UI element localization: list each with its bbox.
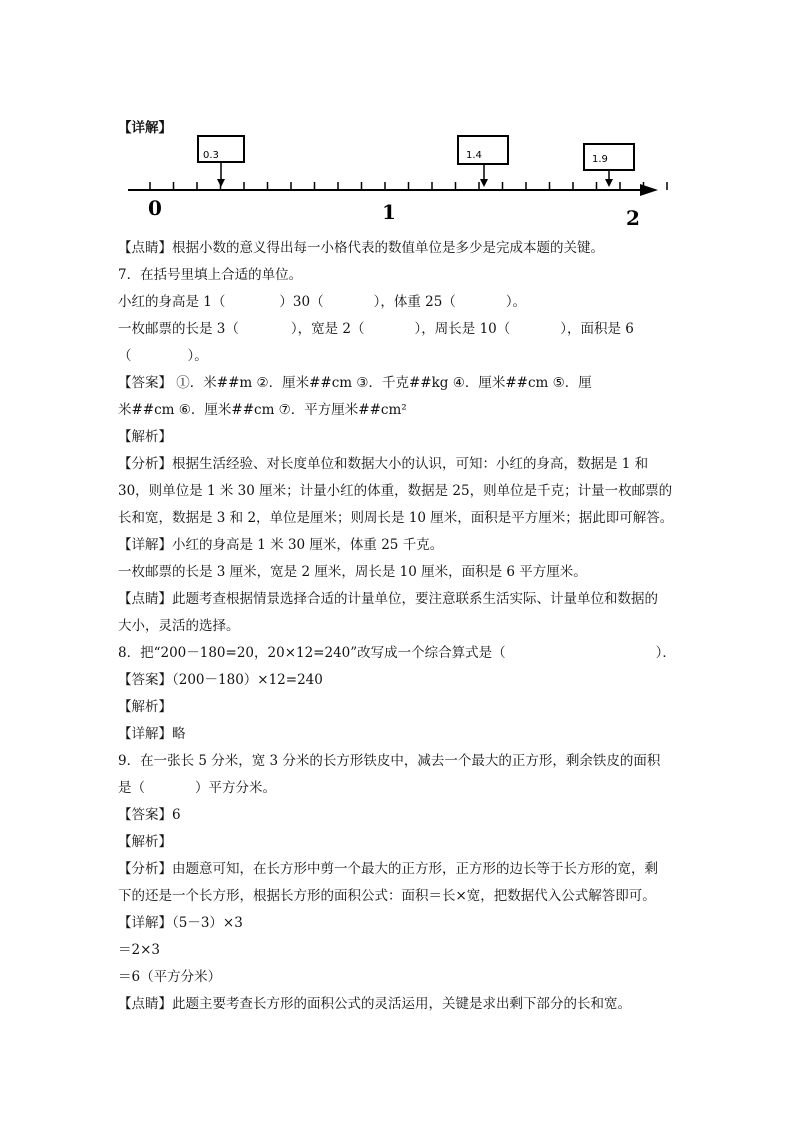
value-box-label: 1.9 bbox=[592, 154, 608, 165]
analysis-9-line-2: 下的还是一个长方形，根据长方形的面积公式：面积＝长×宽，把数据代入公式解答即可。 bbox=[118, 888, 656, 904]
analysis-heading-8: 【解析】 bbox=[118, 699, 172, 715]
point-7-line-2: 大小，灵活的选择。 bbox=[118, 618, 240, 634]
question-7-title: 7．在括号里填上合适的单位。 bbox=[118, 267, 303, 283]
analysis-heading-9: 【解析】 bbox=[118, 834, 172, 850]
detail-9-line-3: ＝6（平方分米） bbox=[118, 969, 222, 985]
answer-8: 【答案】（200－180）×12=240 bbox=[118, 672, 323, 688]
analysis-7-line-2: 30，则单位是 1 米 30 厘米；计量小红的体重，数据是 25，则单位是千克；计量一枚邮票的 bbox=[118, 483, 673, 499]
point-7-line-1: 【点睛】此题考查根据情景选择合适的计量单位，要注意联系生活实际、计量单位和数据的 bbox=[118, 591, 658, 607]
detail-7-line-2: 一枚邮票的长是 3 厘米，宽是 2 厘米，周长是 10 厘米，面积是 6 平方厘米。 bbox=[118, 564, 587, 580]
axis-label-0: 0 bbox=[148, 196, 162, 220]
number-line-ticks bbox=[150, 182, 667, 190]
question-7-line-2: 一枚邮票的长是 3（ ），宽是 2（ ），周长是 10（ ），面积是 6 bbox=[118, 321, 634, 337]
value-box-label: 1.4 bbox=[466, 150, 482, 161]
number-line-arrowhead bbox=[640, 184, 658, 196]
answer-9: 【答案】6 bbox=[118, 807, 181, 823]
question-9-line-2: 是（ ）平方分米。 bbox=[118, 780, 276, 796]
analysis-9-line-1: 【分析】由题意可知，在长方形中剪一个最大的正方形，正方形的边长等于长方形的宽，剩 bbox=[118, 861, 658, 877]
analysis-heading-7: 【解析】 bbox=[118, 429, 172, 445]
analysis-7-line-3: 长和宽，数据是 3 和 2，单位是厘米；则周长是 10 厘米，面积是平方厘米；据此即可解答。 bbox=[118, 510, 674, 526]
pointer-arrowhead bbox=[480, 179, 488, 187]
pointer-arrowhead bbox=[605, 179, 613, 187]
point-9: 【点睛】此题主要考查长方形的面积公式的灵活运用，关键是求出剩下部分的长和宽。 bbox=[118, 996, 631, 1012]
detail-8: 【详解】略 bbox=[118, 726, 186, 742]
axis-label-1: 1 bbox=[382, 200, 396, 224]
axis-label-2: 2 bbox=[626, 206, 640, 228]
question-9-line-1: 9．在一张长 5 分米，宽 3 分米的长方形铁皮中，减去一个最大的正方形，剩余铁皮的面积 bbox=[118, 753, 661, 769]
detail-heading: 【详解】 bbox=[118, 120, 172, 136]
analysis-7-line-1: 【分析】根据生活经验、对长度单位和数据大小的认识，可知：小红的身高，数据是 1 和 bbox=[118, 456, 649, 472]
number-line-figure bbox=[118, 128, 668, 228]
question-7-line-1: 小红的身高是 1（ ）30（ ），体重 25（ ）。 bbox=[118, 294, 527, 310]
point-note-1: 【点睛】根据小数的意义得出每一小格代表的数值单位是多少是完成本题的关键。 bbox=[118, 240, 604, 256]
value-box-label: 0.3 bbox=[203, 150, 219, 161]
detail-7-line-1: 【详解】小红的身高是 1 米 30 厘米，体重 25 千克。 bbox=[118, 537, 444, 553]
question-7-line-3: （ ）。 bbox=[118, 348, 208, 364]
question-8: 8．把“200－180=20，20×12=240”改写成一个综合算式是（ ）． bbox=[118, 645, 676, 661]
detail-9-line-1: 【详解】（5－3）×3 bbox=[118, 915, 243, 931]
pointer-arrowhead bbox=[217, 179, 225, 187]
detail-9-line-2: ＝2×3 bbox=[118, 942, 160, 958]
answer-7-line-1: 【答案】 ①．米##m ②．厘米##cm ③．千克##kg ④．厘米##cm ⑤．厘 bbox=[118, 375, 592, 391]
answer-7-line-2: 米##cm ⑥．厘米##cm ⑦．平方厘米##cm² bbox=[118, 402, 407, 418]
